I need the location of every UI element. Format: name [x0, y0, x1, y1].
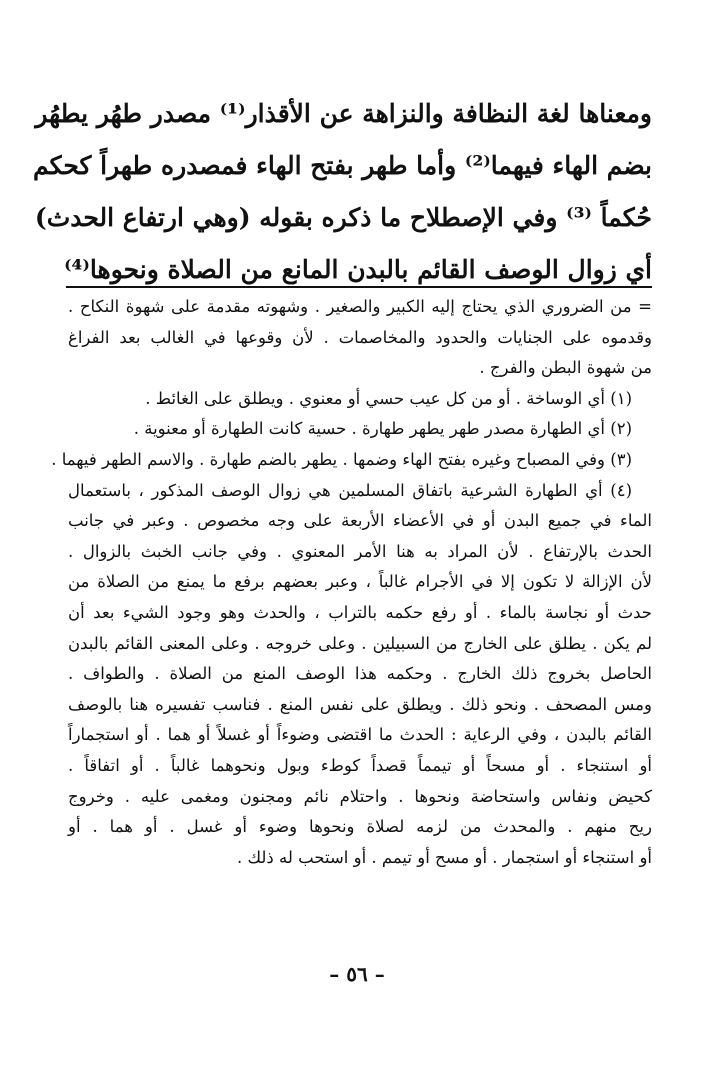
main-text-line: بضم الهاء فيهما⁽²⁾ وأما طهر بفتح الهاء فمصدره طهراً كحكم	[32, 151, 652, 180]
footnote-line: وقدموه على الجنايات والحدود والمخاصمات . لأن وقوعها في الغالب بعد الفراغ	[68, 327, 652, 347]
footnote-line: ومس المصحف . ونحو ذلك . ويطلق على نفس المنع . فناسب تفسيره هنا بالوصف	[68, 694, 652, 714]
footnote-separator	[66, 286, 652, 288]
footnote-line: الحدث بالإرتفاع . لأن المراد به هنا الأمر المعنوي . وفي جانب الخبث بالزوال .	[68, 541, 652, 561]
footnote-line: الماء في جميع البدن أو في الأعضاء الأربعة على وجه مخصوص . وعبر في جانب	[68, 511, 652, 531]
footnote-line: حدث أو نجاسة بالماء . أو رفع حكمه بالتراب ، والحدث وهو وجود الشيء بعد أن	[68, 602, 652, 622]
main-text-line: ومعناها لغة النظافة والنزاهة عن الأقذار⁽¹⁾ مصدر طهُر يطهُر	[35, 99, 652, 128]
footnote-1: (١) أي الوساخة . أو من كل عيب حسي أو معنوي . ويطلق على الغائط .	[145, 388, 632, 408]
main-text-block	[32, 88, 652, 296]
footnote-line: الحاصل بخروج ذلك الخارج . وحكمه هذا الوصف المنع من الصلاة . والطواف .	[68, 664, 652, 684]
footnote-4: (٤) أي الطهارة الشرعية باتفاق المسلمين هي زوال الوصف المذكور ، باستعمال	[68, 480, 632, 500]
page-number: – ٥٦ –	[329, 962, 385, 986]
footnote-line: القائم بالبدن ، وفي الرعاية : الحدث ما اقتضى وضوءاً أو غسلاً أو هما . أو استجماراً	[68, 725, 652, 745]
main-text-line: حُكماً ⁽³⁾ وفي الإصطلاح ما ذكره بقوله (وهي ارتفاع الحدث)	[34, 203, 652, 232]
footnote-line: ريح منهم . والمحدث من لزمه لصلاة ونحوها وضوء أو غسل . أو هما . أو	[68, 817, 652, 837]
footnote-line: كحيض ونفاس واستحاضة ونحوها . واحتلام نائم ومجنون ومغمى عليه . وخروج	[68, 786, 652, 806]
footnote-line: = من الضروري الذي يحتاج إليه الكبير والصغير . وشهوته مقدمة على شهوة النكاح .	[68, 297, 652, 316]
footnote-2: (٢) أي الطهارة مصدر طهر يطهر طهارة . حسية كانت الطهارة أو معنوية .	[133, 419, 632, 439]
footnote-line: لأن الإزالة لا تكون إلا في الأجرام غالباً ، وعبر بعضهم برفع ما يمنع من الصلاة من	[68, 572, 652, 592]
footnote-3: (٣) وفي المصباح وغيره بفتح الهاء وضمها . يطهر بالضم طهارة . والاسم الطهر فيهما .	[51, 449, 632, 469]
footnote-line: أو استنجاء . أو مسحاً أو تيمماً قصداً كوطء وبول ونحوهما غالباً . أو اتفاقاً .	[68, 755, 652, 775]
main-text-line: أي زوال الوصف القائم بالبدن المانع من الصلاة ونحوها⁽⁴⁾	[64, 255, 652, 284]
footnote-line: من شهوة البطن والفرج .	[479, 358, 652, 378]
footnote-line: لم يكن . يطلق على الخارج من السبيلين . وعلى خروجه . وعلى المعنى القائم بالبدن	[68, 633, 652, 653]
footnotes-block	[51, 292, 652, 873]
footnote-line: أو استنجاء أو استجمار . أو مسح أو تيمم . أو استحب له ذلك .	[237, 847, 652, 867]
